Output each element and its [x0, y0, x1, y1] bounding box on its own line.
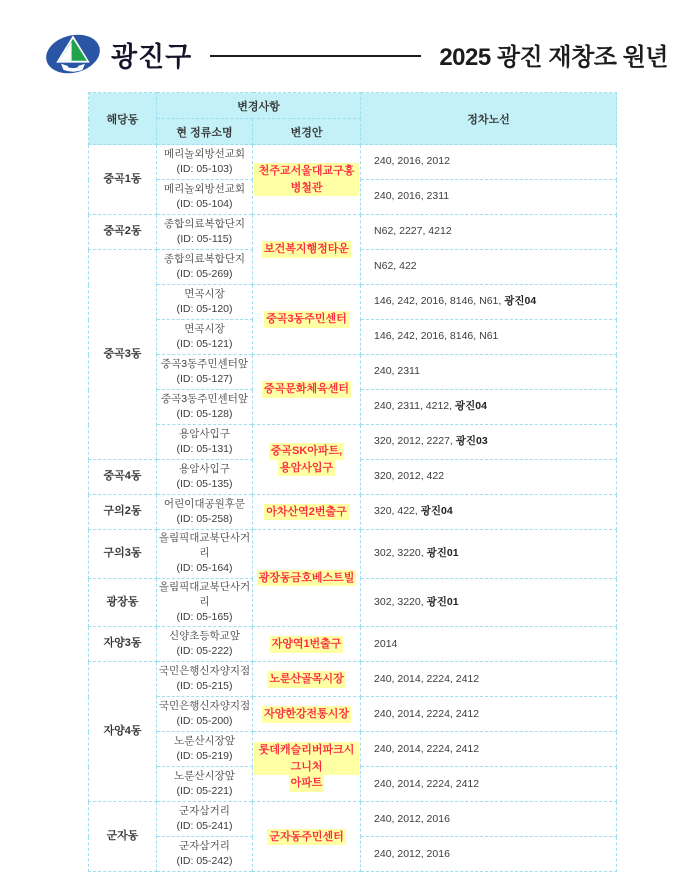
current-stop-cell: [157, 732, 253, 767]
route-numbers-bold: 광진04: [454, 400, 487, 413]
current-stop-cell: [157, 180, 253, 215]
proposal-cell: [253, 662, 361, 697]
routes-cell: [361, 180, 617, 215]
current-stop-cell: [157, 320, 253, 355]
stop-name: 메리놀외방선교회: [163, 182, 246, 195]
proposal-cell: [253, 285, 361, 355]
current-stop-cell: [157, 578, 253, 627]
stop-name: 메리놀외방선교회: [163, 147, 246, 160]
current-stop-cell: [157, 530, 253, 579]
proposed-name: 보건복지행정타운: [262, 241, 351, 258]
table-row: [89, 530, 617, 579]
stop-id: (ID: 05-269): [176, 268, 233, 280]
stop-name: 용암사입구: [179, 462, 230, 475]
current-stop-cell: [157, 145, 253, 180]
table-row: [89, 355, 617, 390]
proposed-name: 노룬산골목시장: [267, 671, 345, 688]
proposal-cell: [253, 802, 361, 872]
stop-id: (ID: 05-215): [176, 680, 233, 693]
proposed-name: 자양한강전통시장: [262, 706, 351, 723]
proposal-cell: [253, 627, 361, 662]
current-stop-cell: [157, 662, 253, 697]
proposal-cell: [253, 425, 361, 495]
proposed-name: 아파트: [289, 775, 325, 792]
proposed-name: 롯데캐슬리버파크시그니처: [254, 742, 359, 775]
stop-name: 국민은행신자양지점: [158, 665, 251, 678]
proposed-name: 군자동주민센터: [267, 829, 345, 846]
dong-cell: 중곡2동: [89, 215, 157, 250]
proposed-name: 아차산역2번출구: [264, 504, 349, 521]
dong-cell: 중곡3동: [89, 250, 157, 460]
route-numbers: 146, 242, 2016, 8146, N61,: [374, 295, 505, 308]
dong-cell: 광장동: [89, 578, 157, 627]
stop-id: (ID: 05-115): [176, 233, 233, 245]
stop-id: (ID: 05-219): [176, 750, 233, 763]
proposed-name: 중곡문화체육센터: [262, 381, 351, 398]
route-numbers-bold: 광진04: [420, 505, 453, 518]
routes-cell: [361, 767, 617, 802]
current-stop-cell: [157, 837, 253, 872]
routes-cell: [361, 460, 617, 495]
proposal-cell: [253, 495, 361, 530]
column-header-proposal: 변경안: [253, 119, 361, 145]
route-numbers: 302, 3220,: [374, 595, 427, 608]
current-stop-cell: [157, 355, 253, 390]
table-row: [89, 425, 617, 460]
route-numbers-bold: 광진01: [426, 595, 459, 608]
route-numbers: 240, 2014, 2224, 2412: [374, 672, 480, 685]
stop-name: 면곡시장: [184, 287, 225, 300]
routes-cell: [361, 390, 617, 425]
stop-name: 노룬산시장앞: [174, 770, 235, 783]
stop-name: 노룬산시장앞: [174, 735, 235, 748]
page-title-slogan: 2025 광진 재창조 원년: [439, 43, 668, 71]
proposal-cell: [253, 355, 361, 425]
district-name: 광진구: [111, 41, 193, 72]
route-numbers: 240, 2014, 2224, 2412: [374, 742, 480, 755]
gwangjin-gu-logo-icon: [44, 32, 102, 76]
route-numbers: 240, 2311: [374, 365, 420, 378]
stop-name: 중곡3동주민센터앞: [161, 357, 248, 370]
route-numbers: 240, 2016, 2012: [374, 155, 450, 168]
current-stop-cell: [157, 697, 253, 732]
stop-id: (ID: 05-241): [176, 820, 233, 833]
table-body: [89, 145, 617, 872]
stop-name: 올림픽대교북단사거리: [158, 532, 251, 560]
current-stop-cell: [157, 802, 253, 837]
stop-name: 군자삼거리: [179, 840, 230, 853]
route-numbers: N62, 2227, 4212: [374, 225, 452, 238]
dong-cell: 군자동: [89, 802, 157, 872]
stop-id: (ID: 05-221): [176, 785, 233, 798]
route-numbers-bold: 광진04: [504, 295, 537, 308]
routes-cell: [361, 250, 617, 285]
route-numbers: 2014: [374, 637, 398, 650]
routes-cell: [361, 697, 617, 732]
stop-name: 어린이대공원후문: [163, 497, 246, 510]
dong-cell: 중곡1동: [89, 145, 157, 215]
table-row: [89, 662, 617, 697]
brand-header: [0, 0, 700, 78]
current-stop-cell: [157, 390, 253, 425]
column-header-changes: 변경사항: [157, 93, 361, 119]
stop-id: (ID: 05-165): [176, 611, 233, 624]
stop-id: (ID: 05-200): [176, 715, 233, 728]
stop-id: (ID: 05-120): [176, 303, 233, 315]
column-header-routes: 정차노선: [361, 93, 617, 145]
routes-cell: [361, 802, 617, 837]
dong-cell: 구의2동: [89, 495, 157, 530]
proposal-cell: [253, 215, 361, 285]
stop-name: 중곡3동주민센터앞: [161, 392, 248, 405]
route-numbers: 320, 2012, 2227,: [374, 435, 456, 448]
proposal-cell: [253, 732, 361, 802]
stop-id: (ID: 05-127): [176, 373, 233, 385]
stop-id: (ID: 05-222): [176, 645, 233, 658]
routes-cell: [361, 285, 617, 320]
stop-id: (ID: 05-103): [176, 163, 233, 175]
stop-name: 올림픽대교북단사거리: [158, 580, 251, 608]
stop-name: 신양초등학교앞: [168, 630, 240, 643]
routes-cell: [361, 578, 617, 627]
current-stop-cell: [157, 767, 253, 802]
route-numbers-bold: 광진03: [455, 435, 488, 448]
proposal-cell: [253, 697, 361, 732]
stop-id: (ID: 05-258): [176, 513, 233, 525]
current-stop-cell: [157, 285, 253, 320]
table-row: [89, 697, 617, 732]
routes-cell: [361, 215, 617, 250]
route-numbers: 240, 2016, 2311: [374, 190, 450, 203]
routes-cell: [361, 837, 617, 872]
route-numbers: N62, 422: [374, 260, 417, 273]
route-numbers: 146, 242, 2016, 8146, N61: [374, 330, 499, 343]
table-row: [89, 285, 617, 320]
dong-cell: 중곡4동: [89, 460, 157, 495]
routes-cell: [361, 627, 617, 662]
routes-cell: [361, 355, 617, 390]
routes-cell: [361, 530, 617, 579]
stop-id: (ID: 05-242): [176, 855, 233, 868]
current-stop-cell: [157, 250, 253, 285]
stop-id: (ID: 05-104): [176, 198, 233, 210]
route-numbers: 320, 422,: [374, 505, 421, 518]
routes-cell: [361, 425, 617, 460]
proposal-cell: [253, 145, 361, 215]
current-stop-cell: [157, 460, 253, 495]
table-row: [89, 215, 617, 250]
proposed-name: 자양역1번출구: [270, 636, 344, 653]
route-numbers: 240, 2014, 2224, 2412: [374, 707, 480, 720]
table-row: [89, 627, 617, 662]
table-row: [89, 495, 617, 530]
table-header: [89, 93, 617, 145]
routes-cell: [361, 145, 617, 180]
table-row: [89, 732, 617, 767]
proposed-name: 천주교서울대교구홍병철관: [254, 163, 359, 196]
stop-id: (ID: 05-164): [176, 562, 233, 575]
table-row: [89, 145, 617, 180]
route-numbers: 240, 2012, 2016: [374, 812, 450, 825]
proposed-name: 용암사입구: [278, 460, 335, 477]
stop-id: (ID: 05-131): [176, 443, 233, 455]
routes-cell: [361, 495, 617, 530]
current-stop-cell: [157, 425, 253, 460]
route-numbers: 240, 2311, 4212,: [374, 400, 455, 413]
current-stop-cell: [157, 215, 253, 250]
route-numbers: 302, 3220,: [374, 547, 427, 560]
route-numbers: 240, 2014, 2224, 2412: [374, 777, 480, 790]
stop-id: (ID: 05-135): [176, 478, 233, 490]
stop-id: (ID: 05-128): [176, 408, 233, 420]
stop-rename-table: [88, 92, 617, 872]
stop-name: 용암사입구: [179, 427, 230, 440]
stop-name: 국민은행신자양지점: [158, 700, 251, 713]
current-stop-cell: [157, 627, 253, 662]
routes-cell: [361, 732, 617, 767]
current-stop-cell: [157, 495, 253, 530]
divider-line: [210, 55, 421, 57]
stop-name: 군자삼거리: [179, 805, 230, 818]
routes-cell: [361, 320, 617, 355]
dong-cell: 구의3동: [89, 530, 157, 579]
route-numbers: 240, 2012, 2016: [374, 847, 450, 860]
table-row: [89, 802, 617, 837]
stop-name: 종합의료복합단지: [163, 252, 246, 265]
route-numbers-bold: 광진01: [426, 547, 459, 560]
proposed-name: 광장동금호베스트빌: [257, 570, 357, 587]
dong-cell: 자양3동: [89, 627, 157, 662]
route-numbers: 320, 2012, 422: [374, 470, 445, 483]
stop-name: 면곡시장: [184, 322, 225, 335]
stop-id: (ID: 05-121): [176, 338, 233, 350]
column-header-dong: 해당동: [89, 93, 157, 145]
proposed-name: 중곡3동주민센터: [264, 311, 349, 328]
proposal-cell: [253, 530, 361, 627]
stop-name: 종합의료복합단지: [163, 217, 246, 230]
routes-cell: [361, 662, 617, 697]
column-header-current-stop: 현 정류소명: [157, 119, 253, 145]
proposed-name: 중곡SK아파트,: [269, 443, 344, 460]
dong-cell: 자양4동: [89, 662, 157, 802]
